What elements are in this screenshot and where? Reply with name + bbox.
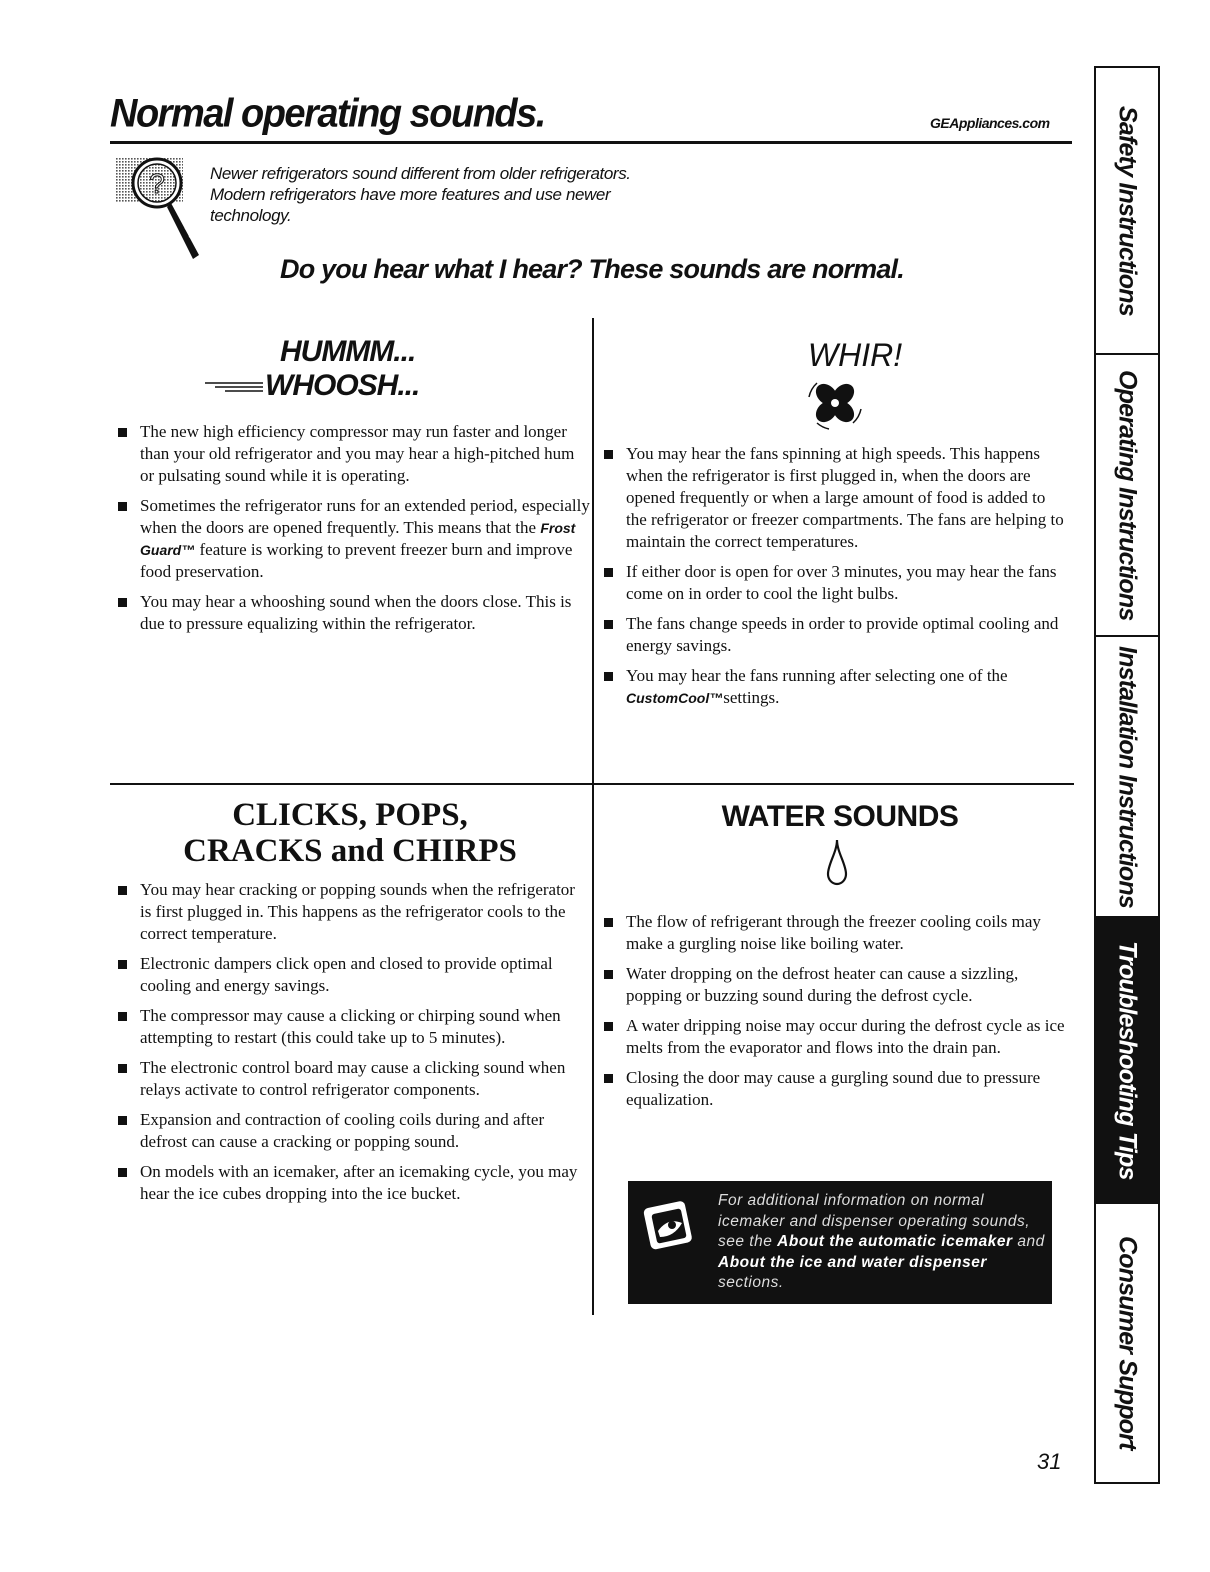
tab-consumer-support[interactable] <box>1096 1204 1158 1482</box>
page-number: 31 <box>1037 1449 1062 1474</box>
intro-line: Newer refrigerators sound different from older refrigerators. <box>210 164 631 183</box>
list-item: The fans change speeds in order to provide optimal cooling and energy savings. <box>598 613 1068 657</box>
column-divider-top <box>592 318 594 783</box>
magnifier-question-icon <box>113 155 208 265</box>
note-link-dispenser[interactable]: About the ice and water dispenser <box>718 1253 987 1271</box>
tab-troubleshooting-tips[interactable] <box>1096 918 1158 1204</box>
whir-bullets <box>598 443 1068 717</box>
clicks-title-line: CRACKS and CHIRPS <box>183 833 517 869</box>
motion-lines-icon <box>205 380 265 394</box>
subtitle: Do you hear what I hear? These sounds are normal. <box>280 254 904 284</box>
list-item: A water dripping noise may occur during the defrost cycle as ice melts from the evaporator and flows into the drain pan. <box>598 1015 1068 1059</box>
frost-guard-brand: Frost Guard™ <box>140 520 576 558</box>
clicks-title-line: CLICKS, POPS, <box>232 797 468 833</box>
list-item: The electronic control board may cause a clicking sound when relays activate to control refrigerator components. <box>112 1057 582 1101</box>
clicks-title <box>110 797 590 869</box>
note-link-icemaker[interactable]: About the automatic icemaker <box>777 1233 1013 1250</box>
note-text <box>718 1191 1048 1294</box>
tab-label: Operating Instructions <box>1113 369 1142 621</box>
note-text-a: For additional information on normal icemaker and dispenser operating sounds, see the <box>718 1192 1031 1250</box>
whir-bullet-4-text: You may hear the fans running after selecting one of the <box>626 666 1008 685</box>
note-text-b: and <box>1012 1233 1045 1250</box>
tab-installation-instructions[interactable] <box>1096 637 1158 918</box>
list-item: The compressor may cause a clicking or chirping sound when attempting to restart (this could take up to 5 minutes). <box>112 1005 582 1049</box>
intro-line: technology. <box>210 206 292 225</box>
info-note-box <box>628 1181 1052 1304</box>
whir-bullet-4-tail: settings. <box>723 688 780 707</box>
list-item: Water dropping on the defrost heater can cause a sizzling, popping or buzzing sound during the defrost cycle. <box>598 963 1068 1007</box>
list-item: The new high efficiency compressor may run faster and longer than your old refrigerator and you may hear a high-pitched hum or pulsating sound while it is operating. <box>112 421 590 487</box>
intro-text <box>210 163 730 226</box>
tab-operating-instructions[interactable] <box>1096 355 1158 637</box>
list-item: If either door is open for over 3 minutes, you may hear the fans come on in order to cool the light bulbs. <box>598 561 1068 605</box>
list-item: You may hear a whooshing sound when the doors close. This is due to pressure equalizing within the refrigerator. <box>112 591 590 635</box>
tab-label: Installation Instructions <box>1113 645 1142 908</box>
section-divider <box>110 783 1074 785</box>
fan-icon <box>805 373 865 433</box>
water-drop-icon <box>825 838 849 888</box>
water-sounds-title: WATER SOUNDS <box>721 800 959 833</box>
list-item: You may hear cracking or popping sounds when the refrigerator is first plugged in. This happens as the refrigerator cools to the correct temperature. <box>112 879 582 945</box>
site-url: GEAppliances.com <box>930 115 1050 131</box>
hum-bullet-2-tail: feature is working to prevent freezer burn and improve food preservation. <box>140 540 573 581</box>
hum-bullet-2-text: Sometimes the refrigerator runs for an extended period, especially when the doors are opened frequently. This means that the <box>140 496 590 537</box>
list-item: Expansion and contraction of cooling coils during and after defrost can cause a cracking or popping sound. <box>112 1109 582 1153</box>
water-bullets <box>598 911 1068 1119</box>
clicks-bullets <box>112 879 582 1213</box>
whir-title: WHIR! <box>807 337 903 373</box>
customcool-brand: CustomCool™ <box>626 690 724 706</box>
intro-line: Modern refrigerators have more features and use newer <box>210 185 611 204</box>
list-item: Closing the door may cause a gurgling sound due to pressure equalization. <box>598 1067 1068 1111</box>
column-divider-bottom <box>592 785 594 1315</box>
whoosh-title-line: WHOOSH... <box>265 369 420 402</box>
list-item: On models with an icemaker, after an icemaking cycle, you may hear the ice cubes dropping into the ice bucket. <box>112 1161 582 1205</box>
tab-label: Consumer Support <box>1113 1236 1142 1450</box>
tab-safety-instructions[interactable] <box>1096 68 1158 355</box>
page-title: Normal operating sounds. <box>110 92 545 137</box>
hum-title-line: HUMMM... <box>280 335 416 368</box>
section-tabs <box>1094 66 1160 1484</box>
list-item <box>598 665 1068 709</box>
title-rule <box>110 141 1072 144</box>
note-icon <box>640 1197 698 1255</box>
tab-label: Troubleshooting Tips <box>1113 940 1142 1180</box>
hum-bullets <box>112 421 590 643</box>
note-text-c: sections. <box>718 1274 784 1291</box>
tab-label: Safety Instructions <box>1113 105 1142 316</box>
list-item: Electronic dampers click open and closed to provide optimal cooling and energy savings. <box>112 953 582 997</box>
list-item: You may hear the fans spinning at high speeds. This happens when the refrigerator is first plugged in, when the doors are opened frequently or when a large amount of food is added to the refrigerator or freezer compartments. The fans are helping to maintain the correct temperatures. <box>598 443 1068 553</box>
list-item <box>112 495 590 583</box>
svg-text:?: ? <box>149 168 165 199</box>
hum-whoosh-title <box>205 335 465 403</box>
list-item: The flow of refrigerant through the freezer cooling coils may make a gurgling noise like boiling water. <box>598 911 1068 955</box>
